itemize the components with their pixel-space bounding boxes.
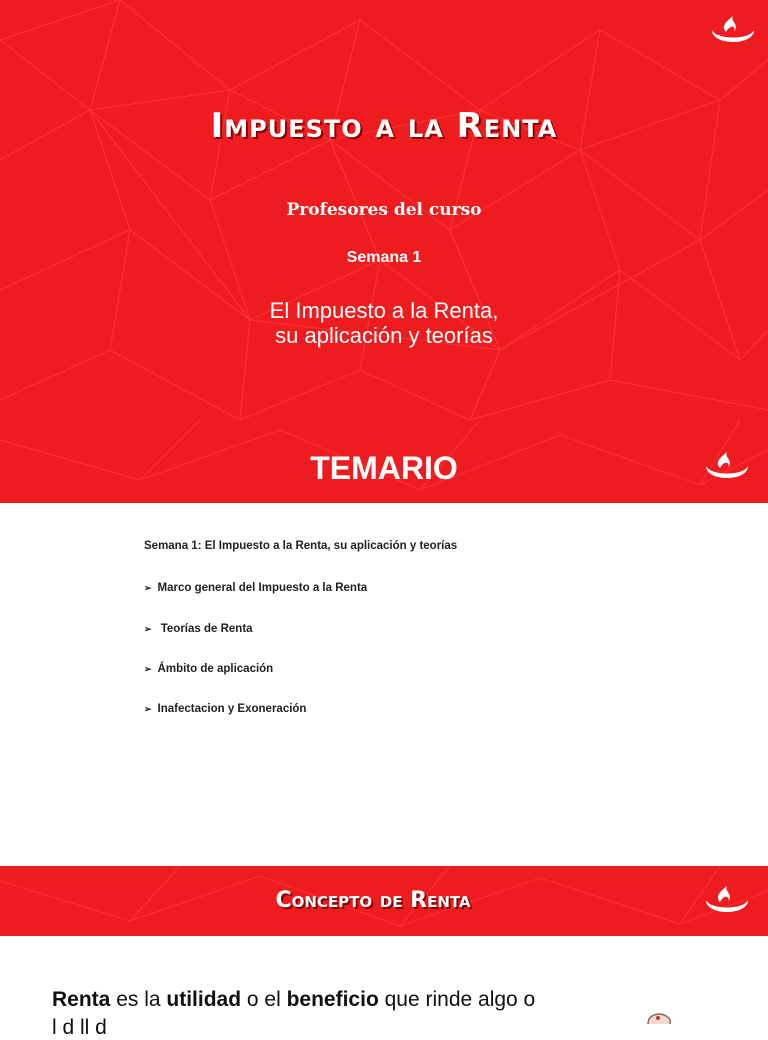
concepto-header (0, 866, 768, 936)
arrow-bullet-icon: ➢ (144, 664, 152, 674)
arrow-bullet-icon: ➢ (144, 704, 152, 714)
topic-line-2: su aplicación y teorías (275, 323, 493, 348)
agenda-item: ➢ Marco general del Impuesto a la Renta (144, 582, 368, 594)
agenda-item: ➢ Teorías de Renta (144, 623, 253, 635)
arrow-bullet-icon: ➢ (144, 583, 152, 593)
definition-line-2: l d ll d (52, 1016, 107, 1039)
temario-header (0, 420, 768, 503)
topic-line-1: El Impuesto a la Renta, (269, 298, 499, 323)
upc-logo-icon (700, 880, 754, 924)
agenda-heading: Semana 1: El Impuesto a la Renta, su aplicación y teorías (144, 540, 458, 552)
topic-text (0, 298, 768, 348)
arrow-bullet-icon: ➢ (144, 624, 152, 634)
definition-paragraph: Renta es la utilidad o el beneficio que rinde algo o (52, 988, 536, 1011)
slide-title: Impuesto a la Renta (210, 106, 558, 146)
agenda-item: ➢ Ámbito de aplicación (144, 663, 274, 675)
week-label: Semana 1 (346, 249, 422, 266)
upc-logo-icon (706, 10, 760, 54)
slide-subtitle: Profesores del curso (286, 200, 482, 220)
agenda-list (144, 540, 458, 715)
concepto-title: Concepto de Renta (275, 888, 471, 913)
illustration-icon (640, 1010, 680, 1024)
agenda-item: ➢ Inafectacion y Exoneración (144, 703, 307, 715)
temario-title: TEMARIO (310, 450, 458, 486)
upc-logo-icon (700, 446, 754, 490)
title-slide (0, 0, 768, 420)
